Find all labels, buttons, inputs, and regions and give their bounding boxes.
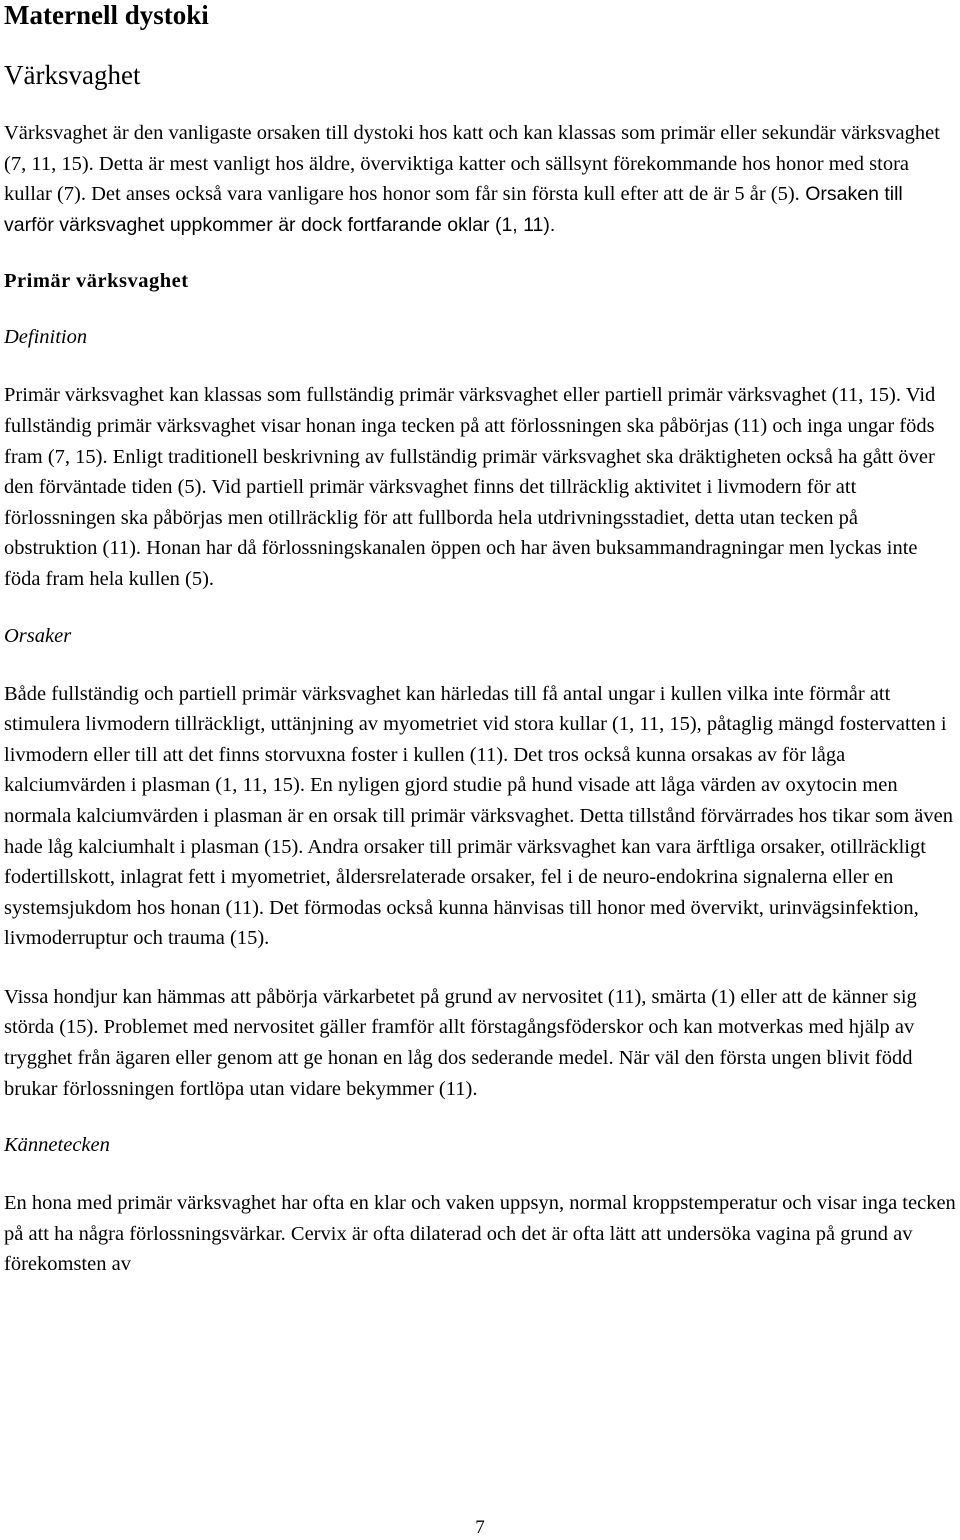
document-title: Maternell dystoki	[4, 0, 209, 30]
section-title: Värksvaghet	[4, 60, 141, 90]
signs-paragraph: En hona med primär värksvaghet har ofta en klar och vaken uppsyn, normal kroppstemperatur och visar inga tecken på att ha några förlossningsvärkar. Cervix är ofta dilaterad och det är ofta lätt att undersöka vagina på grund av förekomsten av	[4, 1192, 956, 1276]
intro-text-sans: Orsaken till varför värksvaghet uppkommer är dock fortfarande oklar (1, 11).	[4, 183, 903, 236]
definition-paragraph: Primär värksvaghet kan klassas som fullständig primär värksvaghet eller partiell primär värksvaghet (11, 15). Vid fullständig primär värksvaghet visar honan inga tecken på att förlossningen ska påbörjas (11) och inga ungar föds fram (7, 15). Enligt traditionell beskrivning av fullständig primär värksvaghet ska dräktigheten också ha gått över den förväntade tiden (5). Vid partiell primär värksvaghet finns det tillräcklig aktivitet i livmodern för att förlossningen ska påbörjas men otillräcklig för att fullborda hela utdrivningsstadiet, detta utan tecken på obstruktion (11). Honan har då förlossningskanalen öppen och har även buksammandragningar men lyckas inte föda fram hela kullen (5).	[4, 384, 936, 590]
definition-heading: Definition	[4, 326, 88, 349]
intro-paragraph	[4, 118, 956, 240]
causes-paragraph-2: Vissa hondjur kan hämmas att påbörja värkarbetet på grund av nervositet (11), smärta (1) eller att de känner sig störda (15). Problemet med nervositet gäller framför allt förstagångsföderskor och kan motverkas med hjälp av trygghet från ägaren eller genom att ge honan en låg dos sederande medel. När väl den första ungen blivit född brukar förlossningen fortlöpa utan vidare bekymmer (11).	[4, 985, 917, 1100]
signs-heading: Kännetecken	[4, 1134, 110, 1157]
subsection-title: Primär värksvaghet	[4, 270, 189, 293]
intro-text: Värksvaghet är den vanligaste orsaken till dystoki hos katt och kan klassas som primär eller sekundär värksvaghet (7, 11, 15). Detta är mest vanligt hos äldre, överviktiga katter och sällsynt förekommande hos honor med stora kullar (7). Det anses också vara vanligare hos honor som får sin första kull efter att de är 5 år (5).	[4, 122, 940, 206]
causes-paragraph-1: Både fullständig och partiell primär värksvaghet kan härledas till få antal ungar i kullen vilka inte förmår att stimulera livmodern tillräckligt, uttänjning av myometriet vid stora kullar (1, 11, 15), påtaglig mängd fostervatten i livmodern eller till att det finns storvuxna foster i kullen (11). Det tros också kunna orsakas av för låga kalciumvärden i plasman (1, 11, 15). En nyligen gjord studie på hund visade att låga värden av oxytocin men normala kalciumvärden i plasman är en orsak till primär värksvaghet. Detta tillstånd förvärrades hos tikar som även hade låg kalciumhalt i plasman (15). Andra orsaker till primär värksvaghet kan vara ärftliga orsaker, otillräckligt fodertillskott, inlagrat fett i myometriet, åldersrelaterade orsaker, fel i de neuro-endokrina signalerna eller en systemsjukdom hos honan (11). Det förmodas också kunna hänvisas till honor med övervikt, urinvägsinfektion, livmoderruptur och trauma (15).	[4, 682, 953, 950]
page-number: 7	[475, 1517, 485, 1538]
document-page	[4, 0, 956, 1280]
causes-heading: Orsaker	[4, 624, 72, 647]
